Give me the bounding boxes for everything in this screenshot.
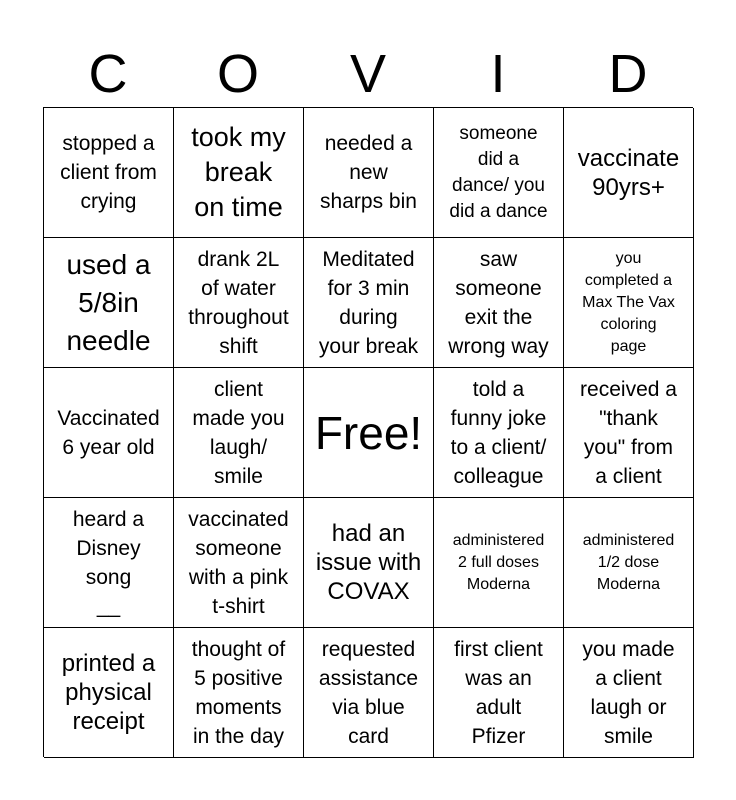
- bingo-cell[interactable]: [564, 368, 694, 498]
- header-letter-i: I: [490, 44, 506, 104]
- bingo-cell-text: vaccinate 90yrs+: [577, 144, 680, 201]
- bingo-cell-text: administered 1/2 dose Moderna: [582, 531, 675, 593]
- bingo-cell-text: vaccinated someone with a pink t-shirt: [188, 507, 289, 618]
- bingo-cell[interactable]: [44, 498, 174, 628]
- header-letter-v: V: [349, 44, 387, 104]
- bingo-cell-text: drank 2L of water throughout shift: [188, 247, 289, 358]
- bingo-cell-text: printed a physical receipt: [61, 650, 156, 735]
- bingo-cell[interactable]: [44, 238, 174, 368]
- bingo-cell-text: Vaccinated 6 year old: [57, 406, 160, 459]
- bingo-cell[interactable]: [44, 628, 174, 758]
- header-letter-d: D: [608, 44, 648, 104]
- bingo-cell[interactable]: [174, 368, 304, 498]
- bingo-cell-text: thought of 5 positive moments in the day: [191, 637, 286, 748]
- bingo-cell-text: used a 5/8in needle: [66, 248, 151, 356]
- bingo-cell-text: told a funny joke to a client/ colleague: [450, 377, 547, 488]
- bingo-cell[interactable]: [434, 238, 564, 368]
- bingo-cell[interactable]: [434, 108, 564, 238]
- free-space[interactable]: [304, 368, 434, 498]
- bingo-cell-text: you made a client laugh or smile: [582, 637, 675, 748]
- bingo-cell-text: you completed a Max The Vax coloring page: [582, 249, 675, 355]
- bingo-cell-text: stopped a client from crying: [60, 132, 157, 213]
- bingo-cell-text: administered 2 full doses Moderna: [452, 531, 545, 593]
- bingo-cell[interactable]: [564, 108, 694, 238]
- bingo-board: [43, 107, 693, 757]
- bingo-cell-text: requested assistance via blue card: [318, 637, 419, 748]
- bingo-cell-text: received a "thank you" from a client: [580, 377, 677, 488]
- bingo-cell-text: Meditated for 3 min during your break: [318, 247, 419, 358]
- bingo-cell[interactable]: [304, 498, 434, 628]
- bingo-cell[interactable]: [304, 108, 434, 238]
- bingo-cell-text: had an issue with COVAX: [315, 520, 422, 605]
- bingo-cell-text: needed a new sharps bin: [320, 132, 417, 213]
- bingo-cell[interactable]: [174, 108, 304, 238]
- bingo-cell[interactable]: [44, 108, 174, 238]
- bingo-cell[interactable]: [44, 368, 174, 498]
- bingo-cell[interactable]: [174, 238, 304, 368]
- bingo-cell-text: someone did a dance/ you did a dance: [449, 122, 548, 222]
- bingo-cell-text: heard a Disney song __: [72, 507, 145, 618]
- free-space-text: Free!: [314, 406, 423, 459]
- bingo-cell-text: client made you laugh/ smile: [192, 377, 285, 488]
- header-letter-o: O: [216, 44, 259, 104]
- bingo-cell[interactable]: [434, 628, 564, 758]
- bingo-cell[interactable]: [434, 368, 564, 498]
- bingo-cell[interactable]: [564, 498, 694, 628]
- bingo-cell[interactable]: [564, 628, 694, 758]
- header-letter-c: C: [88, 44, 128, 104]
- bingo-cell[interactable]: [304, 238, 434, 368]
- bingo-cell[interactable]: [434, 498, 564, 628]
- bingo-cell[interactable]: [174, 498, 304, 628]
- bingo-cell[interactable]: [304, 628, 434, 758]
- bingo-cell-text: first client was an adult Pfizer: [454, 637, 543, 748]
- bingo-cell[interactable]: [564, 238, 694, 368]
- bingo-cell-text: saw someone exit the wrong way: [448, 247, 549, 358]
- bingo-cell[interactable]: [174, 628, 304, 758]
- bingo-cell-text: took my break on time: [191, 122, 286, 222]
- bingo-header: [43, 40, 693, 108]
